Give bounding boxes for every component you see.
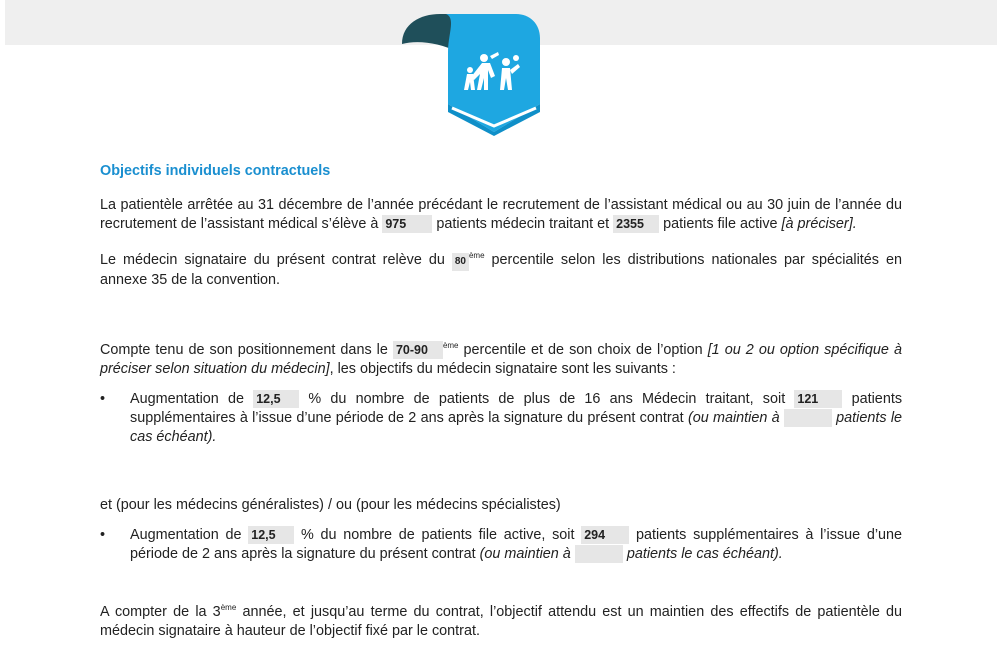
maintien-fa-field[interactable] — [575, 545, 623, 563]
objective-file-active: • Augmentation de 12,5 % du nombre de patients file active, soit 294 patients supplémentaires à l’issue d’une période de 2 ans après la signature du présent contrat (ou maintien à patients le cas échéant). — [100, 527, 903, 562]
maintien-mt-field[interactable] — [784, 409, 832, 427]
objective-medecin-traitant: • Augmentation de 12,5 % du nombre de patients de plus de 16 ans Médecin traitant, soit 121 patients supplémentaires à l’issue d’une période de 2 ans après la signature du présent contrat (ou maintien à patients le cas échéant). — [100, 391, 903, 445]
assurance-maladie-logo — [398, 12, 544, 136]
patients-supp-fa-field[interactable]: 294 — [581, 526, 629, 544]
patients-file-active-field[interactable]: 2355 — [613, 215, 659, 233]
bullet-icon: • — [100, 527, 106, 543]
contract-content — [100, 162, 902, 641]
paragraph-positionnement: Compte tenu de son positionnement dans le 70-90 $^{ème}$ percentile et de son choix de l’option [1 ou 2 ou option spécifique à préciser selon situation du médecin], les objectifs du médecin signataire sont les suivants : — [100, 341, 902, 377]
patients-supp-mt-field[interactable]: 121 — [794, 390, 842, 408]
paragraph-percentile: Le médecin signataire du présent contrat relève du 80ème percentile selon les distributions nationales par spécialités en annexe 35 de la convention. — [100, 251, 902, 288]
paragraph-patientele: La patientèle arrêtée au 31 décembre de l’année précédant le recrutement de l’assistant médical ou au 30 juin de l’année du recrutement de l’assistant médical s’élève à 975 patients médecin traitant et 2355 patients file active [à préciser]. — [100, 197, 902, 232]
paragraph-specialites: et (pour les médecins généralistes) / ou (pour les médecins spécialistes) — [100, 497, 561, 513]
paragraph-maintien: A compter de la 3ème année, et jusqu’au terme du contrat, l’objectif attendu est un maintien des effectifs de patientèle du médecin signataire à hauteur de l’objectif fixé par le contrat. — [100, 603, 903, 639]
augmentation-mt-field[interactable]: 12,5 — [253, 390, 299, 408]
positionnement-field[interactable]: 70-90 — [393, 341, 443, 359]
patients-medecin-traitant-field[interactable]: 975 — [382, 215, 432, 233]
percentile-field[interactable]: 80 — [452, 253, 469, 271]
section-heading: Objectifs individuels contractuels — [100, 163, 331, 179]
augmentation-fa-field[interactable]: 12,5 — [248, 526, 294, 544]
bullet-icon: • — [100, 391, 106, 407]
